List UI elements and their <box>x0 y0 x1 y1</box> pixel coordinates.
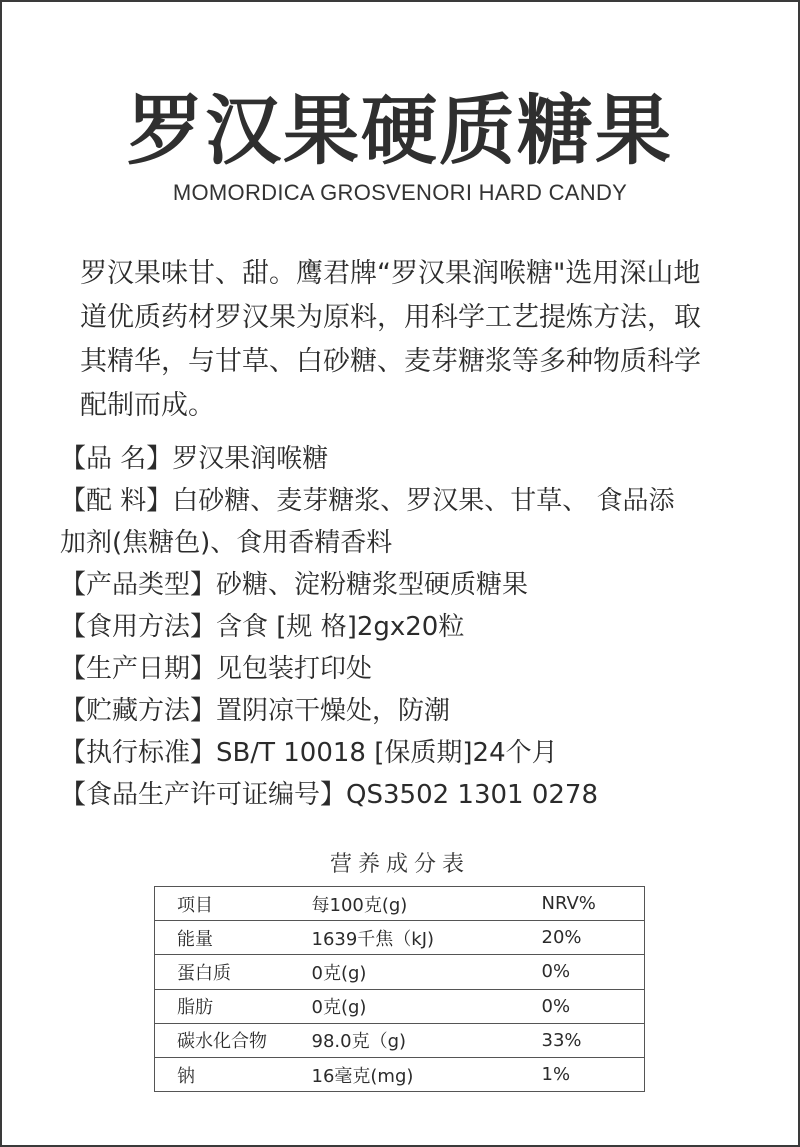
spec-label: 【食品生产许可证编号】 <box>60 780 347 810</box>
table-cell: 脂肪 <box>155 989 312 1023</box>
table-cell: 蛋白质 <box>155 955 312 989</box>
table-row <box>155 1057 645 1091</box>
spec-label: 【贮藏方法】 <box>60 696 217 726</box>
table-cell: 0克(g) <box>312 989 542 1023</box>
table-cell: 0% <box>542 989 645 1023</box>
spec-value: 砂糖、淀粉糖浆型硬质糖果 <box>216 570 529 600</box>
table-cell: 0克(g) <box>312 955 542 989</box>
table-row <box>155 1023 645 1057</box>
table-cell: 0% <box>542 955 645 989</box>
spec-storage <box>60 690 450 732</box>
spec-label: 【执行标准】 <box>60 738 217 768</box>
intro-line: 配制而成。 <box>80 390 215 421</box>
table-cell: 98.0克（g) <box>312 1023 542 1057</box>
spec-value: 加剂(焦糖色)、食用香精香料 <box>60 528 393 558</box>
spec-value: 见包装打印处 <box>216 654 373 684</box>
page-subtitle: MOMORDICA GROSVENORI HARD CANDY <box>172 180 628 205</box>
spec-usage <box>60 606 464 648</box>
table-header-cell: NRV% <box>542 887 645 921</box>
spec-value: 置阴凉干燥处，防潮 <box>216 696 451 726</box>
spec-value: 白砂糖、麦芽糖浆、罗汉果、甘草、 食品添 <box>172 486 675 516</box>
spec-label: 【产品类型】 <box>60 570 217 600</box>
table-cell: 能量 <box>155 921 312 955</box>
table-cell: 碳水化合物 <box>155 1023 312 1057</box>
spec-category <box>60 564 528 606</box>
intro-paragraph <box>80 252 745 428</box>
spec-value: 含食 [规 格]2gx20粒 <box>216 612 465 642</box>
table-row <box>155 989 645 1023</box>
table-header-row <box>155 887 645 921</box>
spec-label: 【生产日期】 <box>60 654 217 684</box>
spec-ingredients-continued <box>60 522 392 564</box>
page-title: 罗汉果硬质糖果 <box>127 86 673 175</box>
spec-production-date <box>60 648 372 690</box>
nutrition-table <box>154 886 645 1092</box>
table-header-cell: 每100克(g) <box>312 887 542 921</box>
table-cell: 33% <box>542 1023 645 1057</box>
intro-line: 罗汉果味甘、甜。鹰君牌“罗汉果润喉糖"选用深山地 <box>80 258 701 289</box>
table-cell: 1% <box>542 1057 645 1091</box>
spec-standard <box>60 732 558 774</box>
spec-value: SB/T 10018 [保质期]24个月 <box>216 738 558 768</box>
spec-label: 【食用方法】 <box>60 612 217 642</box>
intro-line: 道优质药材罗汉果为原料，用科学工艺提炼方法，取 <box>80 302 701 333</box>
spec-ingredients <box>60 480 675 522</box>
table-header-cell: 项目 <box>155 887 312 921</box>
spec-license <box>60 774 598 816</box>
table-cell: 1639千焦（kJ) <box>312 921 542 955</box>
table-cell: 20% <box>542 921 645 955</box>
table-cell: 16毫克(mg) <box>312 1057 542 1091</box>
table-row <box>155 921 645 955</box>
table-cell: 钠 <box>155 1057 312 1091</box>
spec-label: 【品 名】 <box>60 444 173 474</box>
nutrition-title: 营养成分表 <box>329 852 470 877</box>
spec-value: QS3502 1301 0278 <box>346 780 599 810</box>
spec-value: 罗汉果润喉糖 <box>172 444 329 474</box>
spec-name <box>60 438 328 480</box>
table-row <box>155 955 645 989</box>
intro-line: 其精华，与甘草、白砂糖、麦芽糖浆等多种物质科学 <box>80 346 701 377</box>
spec-label: 【配 料】 <box>60 486 173 516</box>
